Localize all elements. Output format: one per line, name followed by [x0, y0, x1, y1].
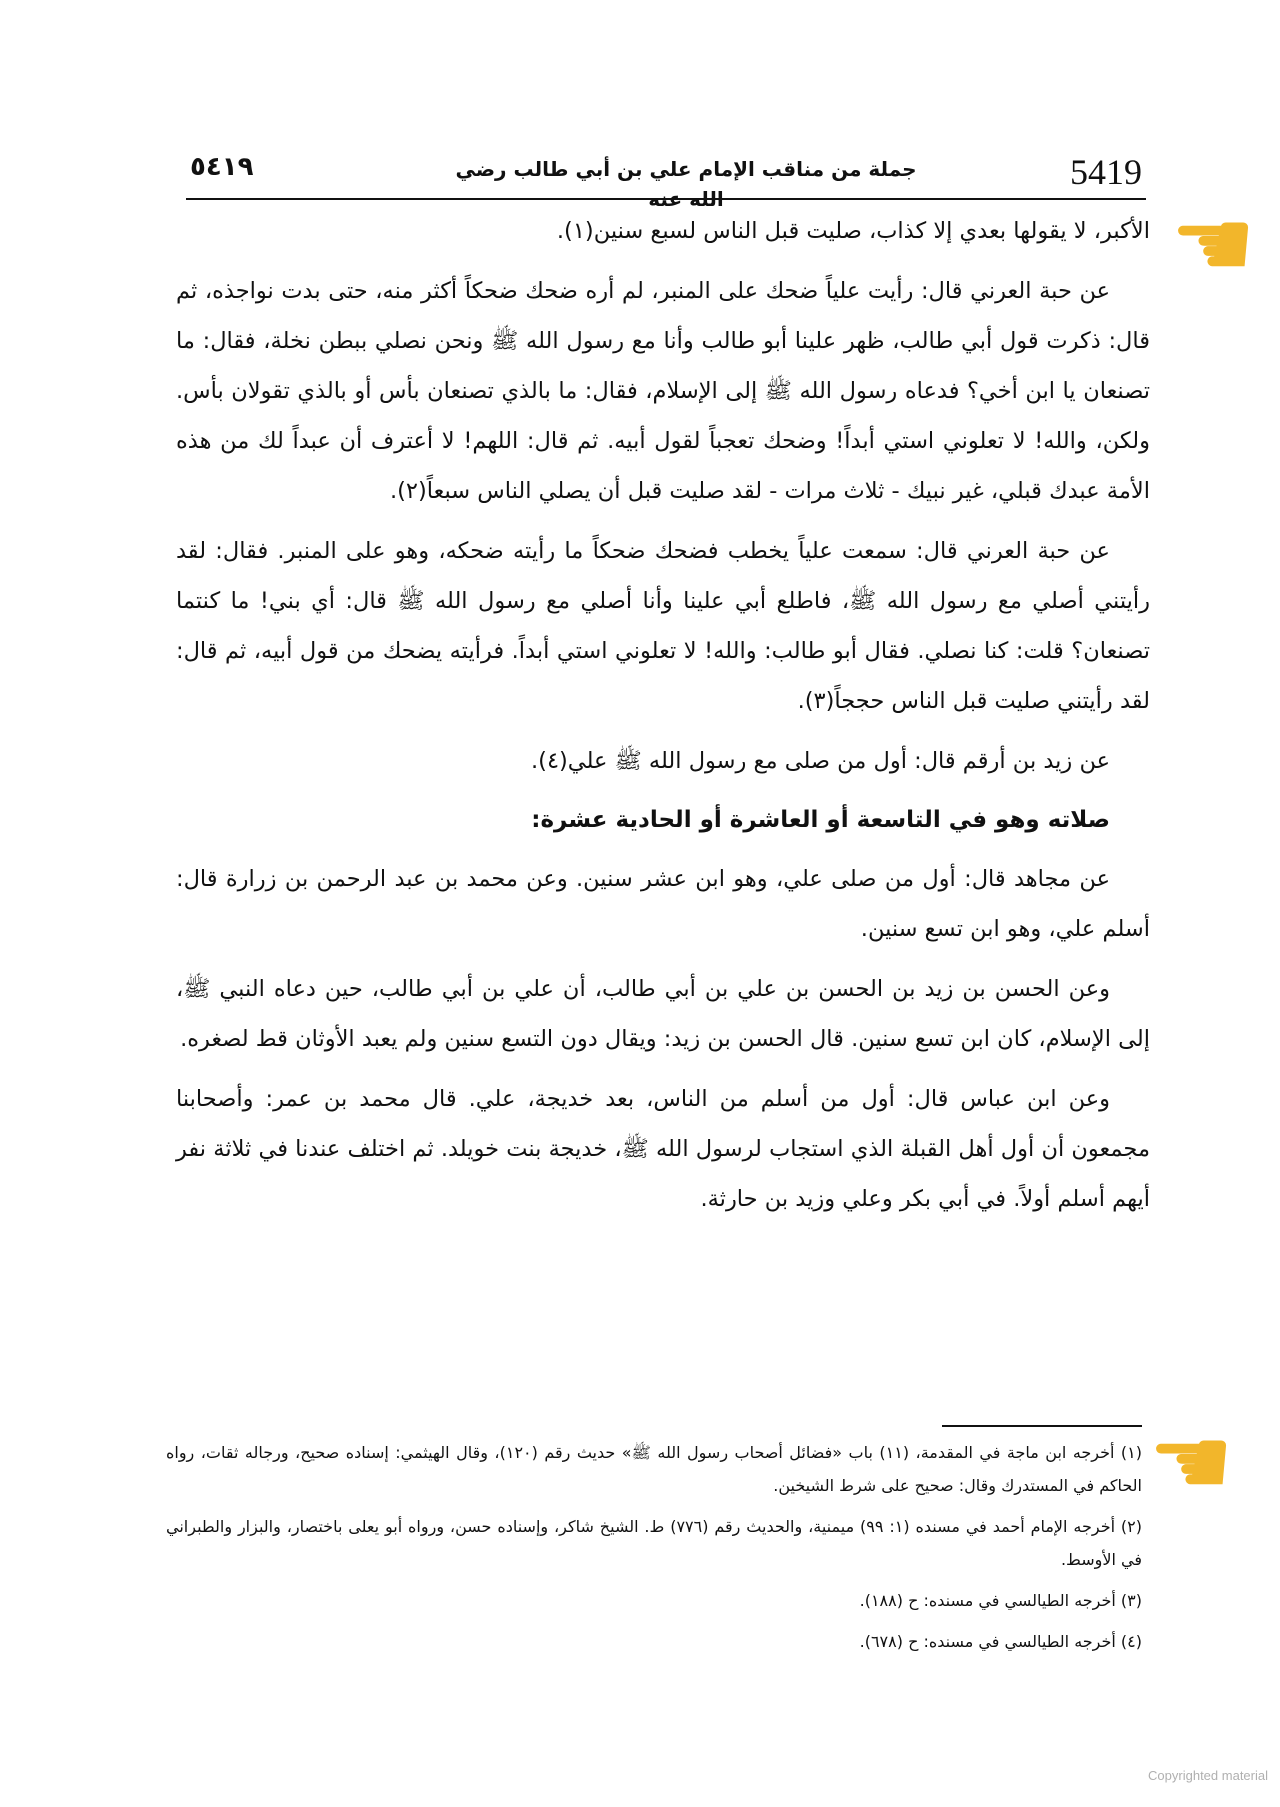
footnote: (٤) أخرجه الطيالسي في مسنده: ح (٦٧٨). — [859, 1632, 1142, 1651]
page-number-latin: 5419 — [1070, 152, 1142, 192]
pointing-hand-icon: ☛ — [1170, 188, 1257, 300]
paragraph: وعن الحسن بن زيد بن الحسن بن علي بن أبي طالب، أن علي بن أبي طالب، حين دعاه النبي ﷺ، إلى الإسلام، كان ابن تسع سنين. قال الحسن بن زيد: ويقال دون التسع سنين ولم يعبد الأوثان قط لصغره. — [176, 976, 1150, 1052]
paragraph: عن حبة العرني قال: رأيت علياً ضحك على المنبر، لم أره ضحك ضحكاً أكثر منه، حتى بدت نواجذه، ثم قال: ذكرت قول أبي طالب، ظهر علينا أبو طالب وأنا مع رسول الله ﷺ ونحن نصلي ببطن نخلة، فقال: ما تصنعان يا ابن أخي؟ فدعاه رسول الله ﷺ إلى الإسلام، فقال: ما بالذي تصنعان بأس أو بالذي تقولان بأس. ولكن، والله! لا تعلوني استي أبداً! وضحك تعجباً لقول أبيه. ثم قال: اللهم! لا أعترف أن عبداً لك من هذه الأمة عبدك قبلي، غير نبيك - ثلاث مرات - لقد صليت قبل أن يصلي الناس سبعاً(٢). — [176, 278, 1150, 504]
section-heading: صلاته وهو في التاسعة أو العاشرة أو الحادية عشرة: — [531, 807, 1110, 833]
pointing-hand-icon: ☛ — [1148, 1406, 1235, 1518]
page-header — [186, 148, 1146, 211]
footnote: (١) أخرجه ابن ماجة في المقدمة، (١١) باب «فضائل أصحاب رسول الله ﷺ» حديث رقم (١٢٠)، وقال الهيثمي: إسناده صحيح، ورجاله ثقات، رواه الحاكم في المستدرك وقال: صحيح على شرط الشيخين. — [166, 1443, 1143, 1495]
page-number-arabic: ٥٤١٩ — [190, 152, 254, 182]
running-title: جملة من مناقب الإمام علي بن أبي طالب رضي الله عنه — [455, 157, 917, 211]
paragraph: وعن ابن عباس قال: أول من أسلم من الناس، بعد خديجة، علي. قال محمد بن عمر: وأصحابنا مجمعون أن أول أهل القبلة الذي استجاب لرسول الله ﷺ، خديجة بنت خويلد. ثم اختلف عندنا في ثلاثة نفر أيهم أسلم أولاً. في أبي بكر وعلي وزيد بن حارثة. — [176, 1086, 1150, 1212]
footnote: (٣) أخرجه الطيالسي في مسنده: ح (١٨٨). — [859, 1591, 1142, 1610]
paragraph: عن حبة العرني قال: سمعت علياً يخطب فضحك ضحكاً ما رأيته ضحكه، وهو على المنبر. فقال: لقد رأيتني أصلي مع رسول الله ﷺ، فاطلع أبي علينا وأنا أصلي مع رسول الله ﷺ قال: أي بني! ما كنتما تصنعان؟ قلت: كنا نصلي. فقال أبو طالب: والله! لا تعلوني استي أبداً. فرأيته يضحك من قول أبيه، ثم قال: لقد رأيتني صليت قبل الناس حججاً(٣). — [176, 538, 1150, 714]
copyright-watermark: Copyrighted material — [1148, 1768, 1268, 1783]
footnote-divider — [942, 1425, 1142, 1427]
paragraph: عن مجاهد قال: أول من صلى علي، وهو ابن عشر سنين. وعن محمد بن عبد الرحمن بن زرارة قال: أسلم علي، وهو ابن تسع سنين. — [176, 866, 1150, 942]
footnotes — [166, 1436, 1142, 1658]
paragraph: الأكبر، لا يقولها بعدي إلا كذاب، صليت قبل الناس لسبع سنين(١). — [556, 218, 1150, 244]
main-text — [176, 206, 1150, 1234]
footnote: (٢) أخرجه الإمام أحمد في مسنده (١: ٩٩) ميمنية، والحديث رقم (٧٧٦) ط. الشيخ شاكر، وإسناده حسن، ورواه أبو يعلى باختصار، والبزار والطبراني في الأوسط. — [166, 1517, 1142, 1569]
paragraph: عن زيد بن أرقم قال: أول من صلى مع رسول الله ﷺ علي(٤). — [531, 748, 1110, 774]
